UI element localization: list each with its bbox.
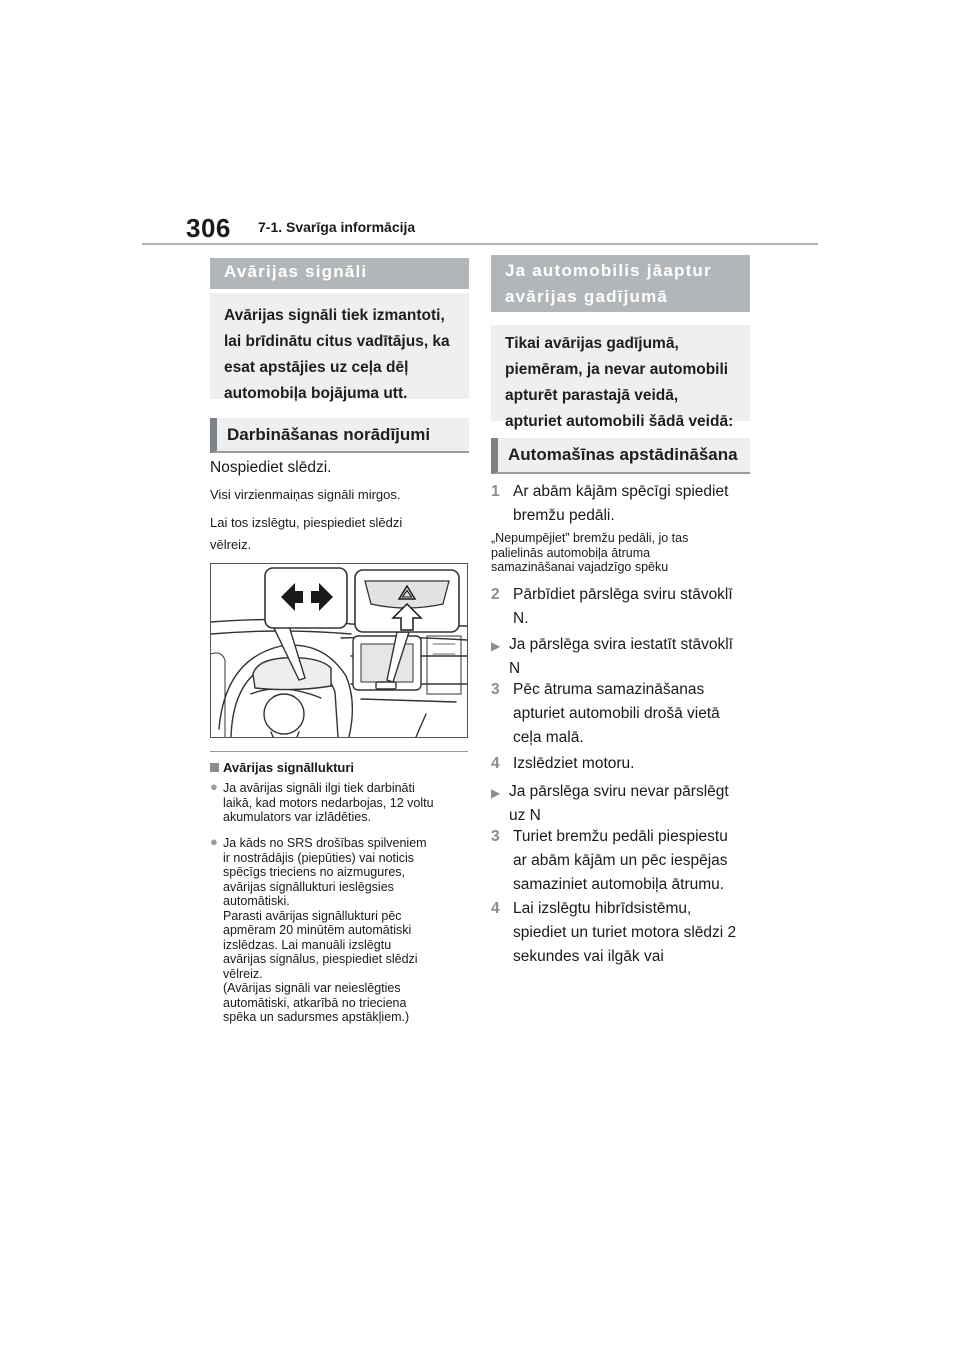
intro-line: lai brīdinātu citus vadītājus, ka [224,333,450,350]
square-bullet-icon [210,763,219,772]
dashboard-drawing [211,564,467,737]
info-line-2: Lai tos izslēgtu, piespiediet slēdzi vēlreiz. [210,515,403,552]
note-bullet-1: ● Ja avārijas signāli ilgi tiek darbināti laikā, kad motors nedarbojas, 12 voltu akumulators var izlādēties. [210,779,434,824]
instruction-text: Nospiediet slēdzi. [210,459,332,476]
step-1: 1 Ar abām kājām spēcīgi spiediet bremžu pedāli. [491,483,729,524]
section-title-emergency-stop: Ja automobilis jāaptur avārijas gadījumā [491,255,750,312]
triangle-right-icon: ▶ [491,639,501,653]
intro-line: esat apstājies uz ceļa dēļ [224,359,409,376]
condition-neutral-fail: ▶ Ja pārslēga sviru nevar pārslēgt uz N [491,783,729,824]
condition-neutral-ok: ▶ Ja pārslēga svira iestatīt stāvoklī N [491,636,733,677]
page-number: 306 [186,213,231,243]
step-1-note: „Nepumpējiet” bremžu pedāli, jo tas palielinās automobiļa ātruma samazināšanai vajadzīgo spēku [491,531,689,574]
subheader-stopping: Automašīnas apstādināšana [491,438,750,474]
intro-box-hazard [210,293,469,402]
step-3-alt: 3 Turiet bremžu pedāli piespiestu ar abām kājām un pēc iespējas samaziniet automobiļa ātrumu. [491,828,728,893]
intro-line: automobiļa bojājuma utt. [224,385,408,402]
note-title: Avārijas signāllukturi [210,760,354,776]
section-title-hazard: Avārijas signāli [210,258,469,289]
circle-bullet-icon: ● [210,834,218,849]
info-line-1: Visi virzienmaiņas signāli mirgos. [210,487,401,502]
note-bullet-2: ● Ja kāds no SRS drošības spilveniem ir nostrādājis (piepūties) vai noticis spēcīgs trieciens no aizmugures, avārijas signāllukturi ieslēgsies automātiski. Parasti avārijas signāllukturi pēc apmēram 20 minūtēm automātiski izslēdzas. Lai manuāli izslēgtu avārijas signālus, piespiediet slēdzi vēlreiz. (Avārijas signāli var neieslēgties automātiski, atkarībā no trieciena spēka un sadursmes apstākļiem.) [210,834,427,1024]
intro-box-emergency-stop: Tikai avārijas gadījumā, piemēram, ja nevar automobili apturēt parastajā veidā, apturiet automobili šādā veidā: [491,325,750,421]
chapter-title: 7-1. Svarīga informācija [258,219,416,235]
figure-divider [210,751,468,752]
subheader-operation: Darbināšanas norādījumi [210,418,469,453]
intro-line: Avārijas signāli tiek izmantoti, [224,307,445,324]
header-rule [142,243,818,245]
step-2: 2 Pārbīdiet pārslēga sviru stāvoklī N. [491,586,733,627]
hazard-switch-illustration [210,563,468,738]
step-4: 4 Izslēdziet motoru. [491,755,635,772]
step-3: 3 Pēc ātruma samazināšanas apturiet automobili drošā vietā ceļa malā. [491,681,720,746]
circle-bullet-icon: ● [210,779,218,794]
step-4-alt: 4 Lai izslēgtu hibrīdsistēmu, spiediet un turiet motora slēdzi 2 sekundes vai ilgāk vai [491,900,737,965]
triangle-right-icon: ▶ [491,786,501,800]
